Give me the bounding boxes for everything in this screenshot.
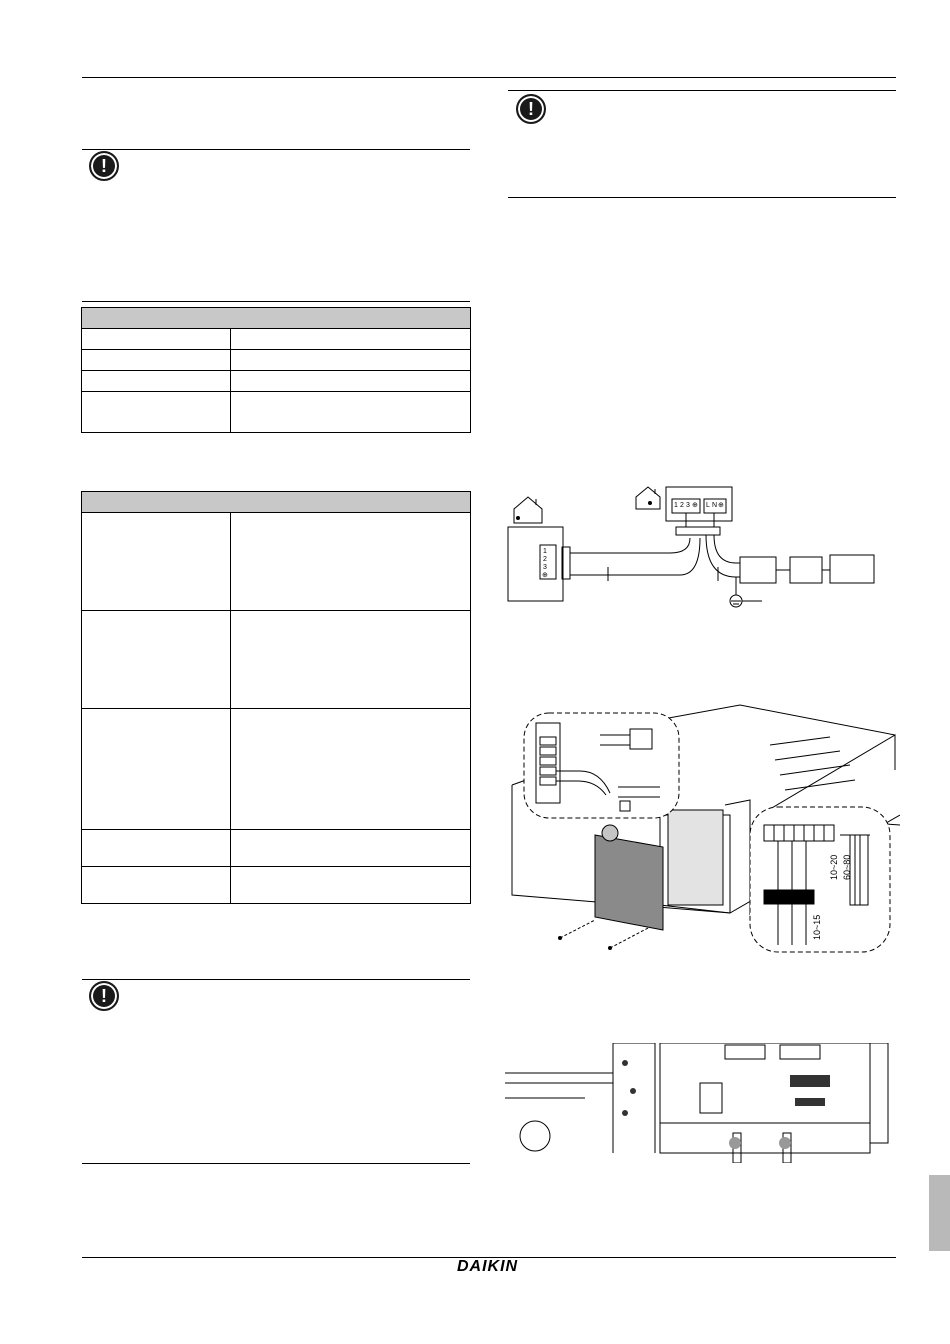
unit-terminal-illustration: [500, 695, 900, 960]
screw-icon: [608, 946, 612, 950]
outdoor-terminal-n: N: [712, 502, 718, 509]
indoor-terminal-2: 2: [543, 556, 547, 563]
wiring-diagram: [500, 483, 880, 613]
notice-1-bottom-rule: [82, 301, 470, 302]
cable-entry-illustration: [505, 1043, 890, 1163]
outdoor-terminal-1: 1: [674, 502, 678, 509]
table-1-header-row: [82, 308, 471, 329]
screw-icon: [558, 936, 562, 940]
table-row: [82, 867, 471, 904]
breaker-1: [740, 557, 776, 583]
indoor-unit: [508, 527, 563, 601]
table-row: [82, 329, 471, 350]
spec-table-2: [81, 491, 471, 904]
outdoor-terminal-earth: ⊕: [692, 502, 698, 509]
table-2-header-row: [82, 492, 471, 513]
power-supply: [830, 555, 874, 583]
notice-exclamation-icon: !: [89, 151, 119, 181]
dim-strip-top: 10~20: [829, 854, 839, 880]
header-rule: [82, 77, 896, 78]
outdoor-terminal-l: L: [706, 502, 710, 509]
notice-exclamation-icon: !: [516, 94, 546, 124]
table-row: [82, 830, 471, 867]
chapter-side-tab: [929, 1175, 950, 1251]
notice-2-top-rule: [82, 979, 470, 980]
indoor-terminal-3: 3: [543, 564, 547, 571]
table-row: [82, 350, 471, 371]
table-row: [82, 513, 471, 611]
notice-2-bottom-rule: [82, 1163, 470, 1164]
notice-3-top-rule: [508, 90, 896, 91]
notice-3-bottom-rule: [508, 197, 896, 198]
outdoor-terminal-3: 3: [686, 502, 690, 509]
table-row: [82, 392, 471, 433]
dim-sheath: 60~80: [842, 854, 852, 880]
notice-1-top-rule: [82, 149, 470, 150]
breaker-2: [790, 557, 822, 583]
table-row: [82, 709, 471, 830]
cover-panel: [595, 835, 663, 930]
table-row: [82, 611, 471, 709]
table-row: [82, 371, 471, 392]
outdoor-terminal-2: 2: [680, 502, 684, 509]
daikin-logo: DAIKIN: [457, 1258, 519, 1275]
spec-table-1: [81, 307, 471, 433]
indoor-terminal-1: 1: [543, 548, 547, 555]
dim-strip-bottom: 10~15: [812, 914, 822, 940]
outdoor-house-icon: [636, 487, 660, 509]
indoor-terminal-earth: ⊕: [542, 572, 548, 579]
notice-exclamation-icon: !: [89, 981, 119, 1011]
outdoor-terminal-earth-2: ⊕: [718, 502, 724, 509]
